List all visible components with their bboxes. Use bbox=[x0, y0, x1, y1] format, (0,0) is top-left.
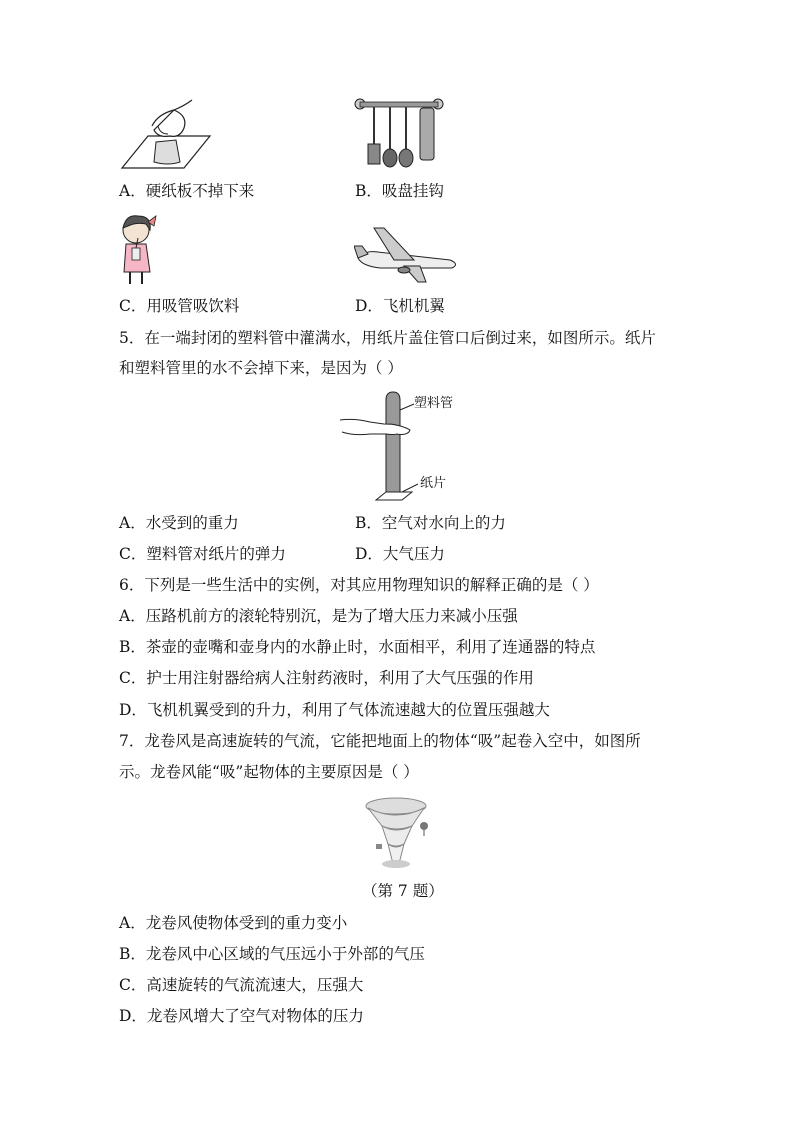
suction-hook-figure bbox=[352, 96, 446, 174]
q5-stem-line1: 5．在一端封闭的塑料管中灌满水，用纸片盖住管口后倒过来，如图所示。纸片 bbox=[119, 329, 656, 347]
q7-option-b: B．龙卷风中心区域的气压远小于外部的气压 bbox=[119, 945, 425, 963]
q5-stem-line2: 和塑料管里的水不会掉下来，是因为（ ） bbox=[119, 359, 403, 377]
cardboard-cup-figure bbox=[118, 96, 214, 172]
q7-option-d: D．龙卷风增大了空气对物体的压力 bbox=[119, 1007, 364, 1025]
q5-option-d: D．大气压力 bbox=[355, 545, 445, 563]
q7-option-a: A．龙卷风使物体受到的重力变小 bbox=[119, 914, 348, 932]
girl-straw-figure bbox=[118, 212, 158, 288]
airplane-figure bbox=[354, 224, 462, 284]
q7-stem-line1: 7．龙卷风是高速旋转的气流，它能把地面上的物体“吸”起卷入空中，如图所 bbox=[119, 732, 641, 750]
q7-caption: （第 7 题） bbox=[362, 882, 444, 900]
q7-stem-line2: 示。龙卷风能“吸”起物体的主要原因是（ ） bbox=[119, 763, 419, 781]
q6-option-c: C．护士用注射器给病人注射药液时，利用了大气压强的作用 bbox=[119, 669, 534, 687]
q6-stem: 6．下列是一些生活中的实例，对其应用物理知识的解释正确的是（ ） bbox=[119, 576, 599, 594]
tube-label: 塑料管 bbox=[414, 396, 454, 411]
q5-option-c: C．塑料管对纸片的弹力 bbox=[119, 545, 286, 563]
q7-option-c: C．高速旋转的气流流速大，压强大 bbox=[119, 976, 364, 994]
q6-option-a: A．压路机前方的滚轮特别沉，是为了增大压力来减小压强 bbox=[119, 607, 518, 625]
q4-option-c: C．用吸管吸饮料 bbox=[119, 297, 240, 315]
q4-option-b: B．吸盘挂钩 bbox=[355, 182, 444, 200]
q6-option-b: B．茶壶的壶嘴和壶身内的水静止时，水面相平，利用了连通器的特点 bbox=[119, 638, 596, 656]
q5-option-b: B．空气对水向上的力 bbox=[355, 514, 506, 532]
q5-option-a: A．水受到的重力 bbox=[119, 514, 239, 532]
paper-label: 纸片 bbox=[420, 476, 447, 491]
q4-option-a: A．硬纸板不掉下来 bbox=[119, 182, 255, 200]
q4-option-d: D．飞机机翼 bbox=[355, 297, 445, 315]
q6-option-d: D．飞机机翼受到的升力，利用了气体流速越大的位置压强越大 bbox=[119, 701, 550, 719]
tornado-figure bbox=[364, 796, 434, 870]
